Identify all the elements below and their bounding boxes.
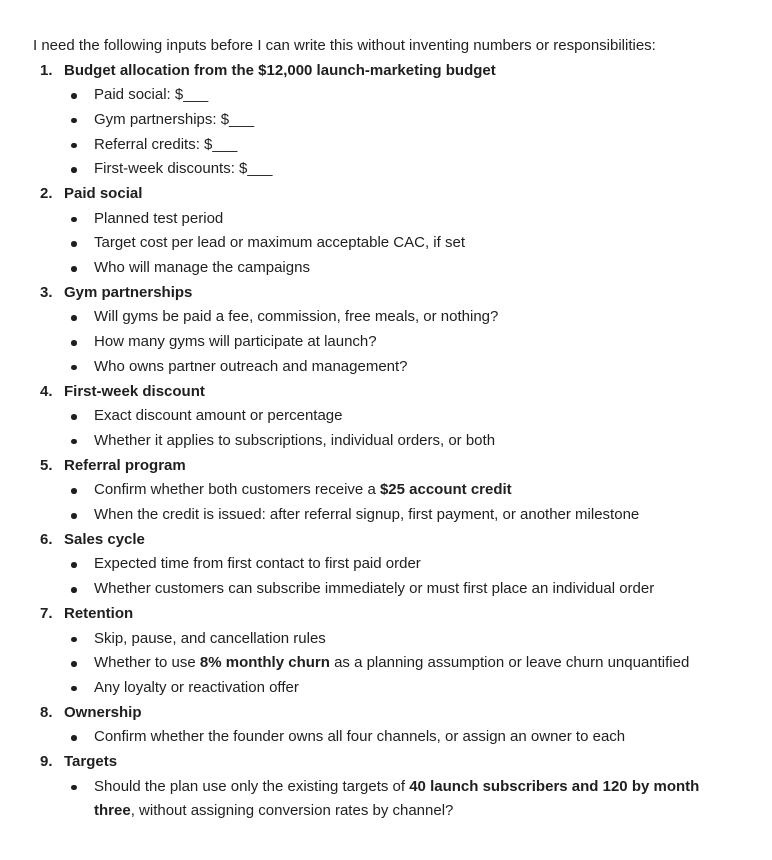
bullet-list	[0, 404, 772, 453]
list-item	[0, 83, 772, 108]
section-number: 5.	[40, 456, 53, 474]
list-item	[0, 627, 772, 652]
list-item	[0, 775, 744, 824]
bullet-icon	[71, 785, 77, 791]
section-number: 1.	[40, 61, 53, 79]
section-number: 9.	[40, 753, 53, 771]
list-section	[0, 701, 772, 750]
bullet-list	[0, 552, 772, 601]
section-heading	[0, 281, 772, 306]
section-number: 2.	[40, 185, 53, 202]
list-item	[0, 503, 772, 528]
bullet-icon	[71, 93, 77, 99]
bullet-icon	[71, 562, 77, 568]
list-item	[0, 305, 772, 330]
bullet-list	[0, 775, 772, 824]
list-item-text: Target cost per lead or maximum acceptable CAC, if set	[94, 234, 465, 252]
list-item-text: Confirm whether both customers receive a	[94, 481, 380, 499]
list-section	[0, 602, 772, 701]
list-item-text: , without assigning conversion rates by channel?	[130, 802, 454, 820]
list-item-text: Gym partnerships: $___	[94, 110, 255, 128]
list-item	[0, 577, 772, 602]
bullet-list	[0, 478, 772, 527]
bullet-icon	[71, 241, 77, 247]
emphasis-text: 40 launch subscribers and 120 by month three	[94, 777, 700, 820]
list-item-text: When the credit is issued: after referral signup, first payment, or another milestone	[94, 506, 640, 524]
bullet-list	[0, 725, 772, 750]
list-item-text: Whether customers can subscribe immediately or must first place an individual order	[94, 580, 655, 598]
bullet-icon	[71, 637, 77, 643]
list-item	[0, 676, 772, 701]
section-title: Ownership	[64, 703, 142, 721]
bullet-icon	[71, 315, 77, 321]
list-item	[0, 133, 772, 158]
list-item-text: Whether to use	[94, 654, 200, 672]
bullet-icon	[71, 587, 77, 593]
list-item-text: Referral credits: $___	[94, 135, 238, 153]
list-item	[0, 651, 772, 676]
section-number: 8.	[40, 703, 53, 721]
bullet-icon	[71, 118, 77, 124]
requirements-list	[0, 59, 772, 825]
bullet-list	[0, 83, 772, 182]
list-item	[0, 207, 772, 232]
section-heading	[0, 380, 772, 405]
list-item-text: Skip, pause, and cancellation rules	[94, 629, 326, 647]
list-item-text: Expected time from first contact to first paid order	[94, 555, 421, 573]
section-heading	[0, 59, 772, 84]
list-section	[0, 454, 772, 528]
bullet-icon	[71, 143, 77, 149]
list-item-text: Any loyalty or reactivation offer	[94, 678, 299, 696]
section-title: Referral program	[64, 456, 186, 474]
list-item	[0, 404, 772, 429]
bullet-icon	[71, 167, 77, 173]
bullet-icon	[71, 488, 77, 494]
bullet-icon	[71, 439, 77, 445]
list-item	[0, 478, 772, 503]
list-section	[0, 59, 772, 183]
list-item-text: Will gyms be paid a fee, commission, free meals, or nothing?	[94, 308, 499, 326]
list-item-text: as a planning assumption or leave churn unquantified	[329, 654, 690, 672]
bullet-icon	[71, 686, 77, 692]
bullet-icon	[71, 365, 77, 371]
list-section	[0, 182, 772, 281]
section-heading	[0, 750, 772, 775]
section-title: Targets	[64, 753, 118, 771]
list-item	[0, 231, 772, 256]
bullet-list	[0, 207, 772, 281]
list-item	[0, 552, 772, 577]
section-heading	[0, 701, 772, 726]
section-heading	[0, 182, 772, 207]
list-item-text: Who will manage the campaigns	[94, 259, 310, 277]
section-number: 6.	[40, 530, 53, 548]
section-heading	[0, 602, 772, 627]
list-item-text: Should the plan use only the existing targets of	[94, 777, 410, 795]
section-number: 7.	[40, 604, 53, 622]
section-title: First-week discount	[64, 382, 205, 400]
bullet-icon	[71, 217, 77, 223]
section-title: Paid social	[64, 185, 143, 202]
list-item-text: Paid social: $___	[94, 86, 209, 104]
list-item	[0, 429, 772, 454]
bullet-icon	[71, 340, 77, 346]
bullet-list	[0, 627, 772, 701]
intro-text: I need the following inputs before I can write this without inventing numbers or responsibilities:	[33, 37, 656, 54]
list-item-text: Confirm whether the founder owns all four channels, or assign an owner to each	[94, 728, 626, 746]
list-section	[0, 380, 772, 454]
list-section	[0, 750, 772, 824]
section-title: Budget allocation from the $12,000 launch-marketing budget	[64, 61, 496, 79]
list-section	[0, 528, 772, 602]
list-item-text: Planned test period	[94, 209, 224, 227]
list-item	[0, 725, 772, 750]
list-item	[0, 157, 772, 182]
list-item-text: Whether it applies to subscriptions, individual orders, or both	[94, 431, 496, 449]
list-item-text: First-week discounts: $___	[94, 160, 273, 178]
list-item-text: How many gyms will participate at launch?	[94, 333, 377, 351]
bullet-icon	[71, 735, 77, 741]
list-section	[0, 281, 772, 380]
section-title: Retention	[64, 604, 134, 622]
list-item	[0, 355, 772, 380]
bullet-list	[0, 305, 772, 379]
section-title: Sales cycle	[64, 530, 145, 548]
bullet-icon	[71, 414, 77, 420]
section-number: 3.	[40, 283, 53, 301]
list-item	[0, 108, 772, 133]
list-item	[0, 330, 772, 355]
list-item-text: Who owns partner outreach and management?	[94, 357, 408, 375]
bullet-icon	[71, 661, 77, 667]
emphasis-text: 8% monthly churn	[199, 654, 330, 672]
section-heading	[0, 528, 772, 553]
list-item	[0, 256, 772, 281]
section-number: 4.	[40, 382, 53, 400]
bullet-icon	[71, 513, 77, 519]
section-heading	[0, 454, 772, 479]
emphasis-text: $25 account credit	[379, 481, 512, 499]
section-title: Gym partnerships	[64, 283, 193, 301]
list-item-text: Exact discount amount or percentage	[94, 407, 343, 425]
bullet-icon	[71, 266, 77, 272]
